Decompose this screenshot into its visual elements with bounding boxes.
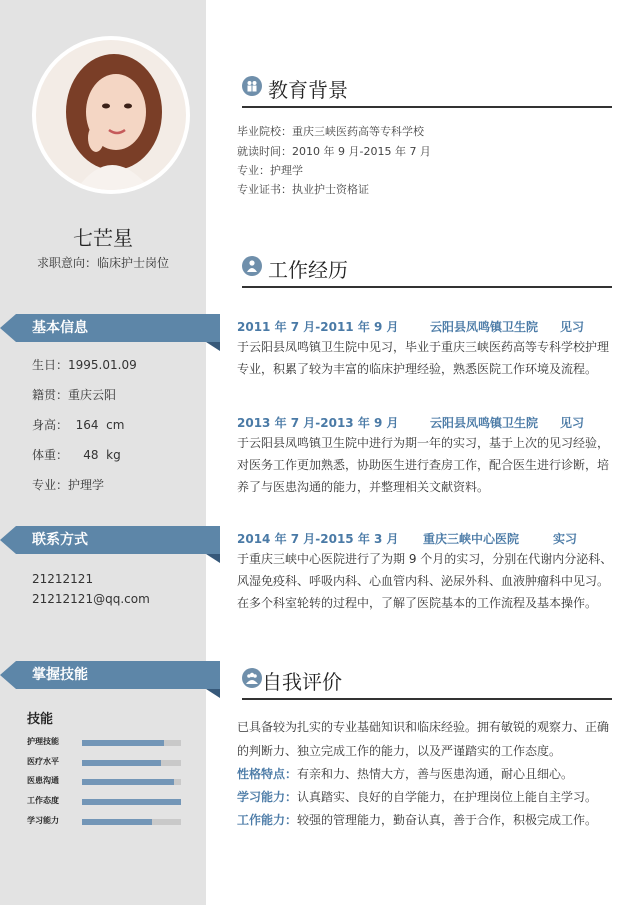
self-eval-title: 自我评价 <box>262 670 342 694</box>
major: 专业：护理学 <box>32 478 105 492</box>
skill-bar <box>82 740 181 746</box>
job-period: 2014 年 7 月-2015 年 3 月 <box>237 532 399 546</box>
weight: 体重： 48 kg <box>32 448 121 462</box>
job-description-line: 于云阳县凤鸣镇卫生院中进行为期一年的实习，基于上次的见习经验， <box>237 436 610 450</box>
work-title: 工作经历 <box>268 258 348 282</box>
trait-key: 性格特点： <box>237 767 298 781</box>
trait-text: 较强的管理能力，勤奋认真，善于合作，积极完成工作。 <box>297 813 598 827</box>
edu-major: 专业：护理学 <box>237 164 303 177</box>
phone-number: 21212121 <box>32 572 94 586</box>
certificate: 专业证书：执业护士资格证 <box>237 183 369 196</box>
job-place: 重庆三峡中心医院 <box>423 532 520 546</box>
job-role: 实习 <box>553 532 578 546</box>
trait-work <box>237 811 597 828</box>
hometown: 籍贯：重庆云阳 <box>32 388 117 402</box>
job-description-line: 在多个科室轮转的过程中，了解了医院基本的工作流程及基本操作。 <box>237 596 598 610</box>
self-intro-line-1: 已具备较为扎实的专业基础知识和临床经验。拥有敏锐的观察力、正确 <box>237 720 610 734</box>
skill-label: 护理技能 <box>27 737 59 746</box>
skill-bar-fill <box>82 819 152 825</box>
work-header <box>242 254 612 288</box>
skill-label: 医患沟通 <box>27 776 59 785</box>
skills-subtitle: 技能 <box>27 712 54 727</box>
person-icon <box>242 256 262 276</box>
people-icon <box>242 76 262 96</box>
email-address: 21212121@qq.com <box>32 592 150 606</box>
trait-key: 学习能力： <box>237 790 298 804</box>
contact-title: 联系方式 <box>32 532 88 548</box>
trait-text: 认真踏实、良好的自学能力，在护理岗位上能自主学习。 <box>297 790 598 804</box>
job-description-line: 专业，积累了较为丰富的临床护理经验，熟悉医院工作环境及流程。 <box>237 362 598 376</box>
job-place: 云阳县凤鸣镇卫生院 <box>430 416 539 430</box>
skill-label: 工作态度 <box>27 796 59 805</box>
trait-personality <box>237 765 573 782</box>
trait-key: 工作能力： <box>237 813 298 827</box>
skill-bar <box>82 799 181 805</box>
person-name: 七芒星 <box>73 226 133 250</box>
skill-bar <box>82 779 181 785</box>
skill-bar-fill <box>82 760 161 766</box>
skill-bar <box>82 760 181 766</box>
job-description-line: 风湿免疫科、呼吸内科、心血管内科、泌尿外科、血液肿瘤科中见习。 <box>237 574 610 588</box>
skills-tab <box>0 661 220 689</box>
job-description-line: 于云阳县凤鸣镇卫生院中见习，毕业于重庆三峡医药高等专科学校护理 <box>237 340 610 354</box>
education-title: 教育背景 <box>268 78 348 102</box>
skill-label: 医疗水平 <box>27 757 59 766</box>
self-intro-line-2: 的判断力、独立完成工作的能力，以及严谨踏实的工作态度。 <box>237 744 562 758</box>
job-description-line: 对医务工作更加熟悉，协助医生进行查房工作，配合医生进行诊断，培 <box>237 458 610 472</box>
skill-bar <box>82 819 181 825</box>
job-intent: 求职意向：临床护士岗位 <box>36 256 169 270</box>
job-description-line: 于重庆三峡中心医院进行了为期 9 个月的实习，分别在代谢内分泌科、 <box>237 552 613 566</box>
trait-text: 有亲和力、热情大方，善与医患沟通，耐心且细心。 <box>297 767 574 781</box>
trait-learning <box>237 788 597 805</box>
job-period: 2013 年 7 月-2013 年 9 月 <box>237 416 399 430</box>
school: 毕业院校：重庆三峡医药高等专科学校 <box>237 125 424 138</box>
job-place: 云阳县凤鸣镇卫生院 <box>430 320 539 334</box>
skills-title: 掌握技能 <box>32 667 88 683</box>
skill-bar-fill <box>82 740 164 746</box>
job-description-line: 养了与医患沟通的能力，并整理相关文献资料。 <box>237 480 490 494</box>
height: 身高： 164 cm <box>32 418 125 432</box>
basic-info-title: 基本信息 <box>32 320 88 336</box>
skill-label: 学习能力 <box>27 816 59 825</box>
group-icon <box>242 668 262 688</box>
basic-info-tab <box>0 314 220 342</box>
study-period: 就读时间：2010 年 9 月-2015 年 7 月 <box>237 145 431 158</box>
job-period: 2011 年 7 月-2011 年 9 月 <box>237 320 399 334</box>
skill-bar-fill <box>82 779 174 785</box>
skill-bar-fill <box>82 799 181 805</box>
profile-photo <box>36 40 186 190</box>
education-header <box>242 74 612 108</box>
contact-tab <box>0 526 220 554</box>
birthday: 生日：1995.01.09 <box>32 358 137 372</box>
job-role: 见习 <box>560 320 585 334</box>
self-eval-header <box>242 666 612 700</box>
job-role: 见习 <box>560 416 585 430</box>
